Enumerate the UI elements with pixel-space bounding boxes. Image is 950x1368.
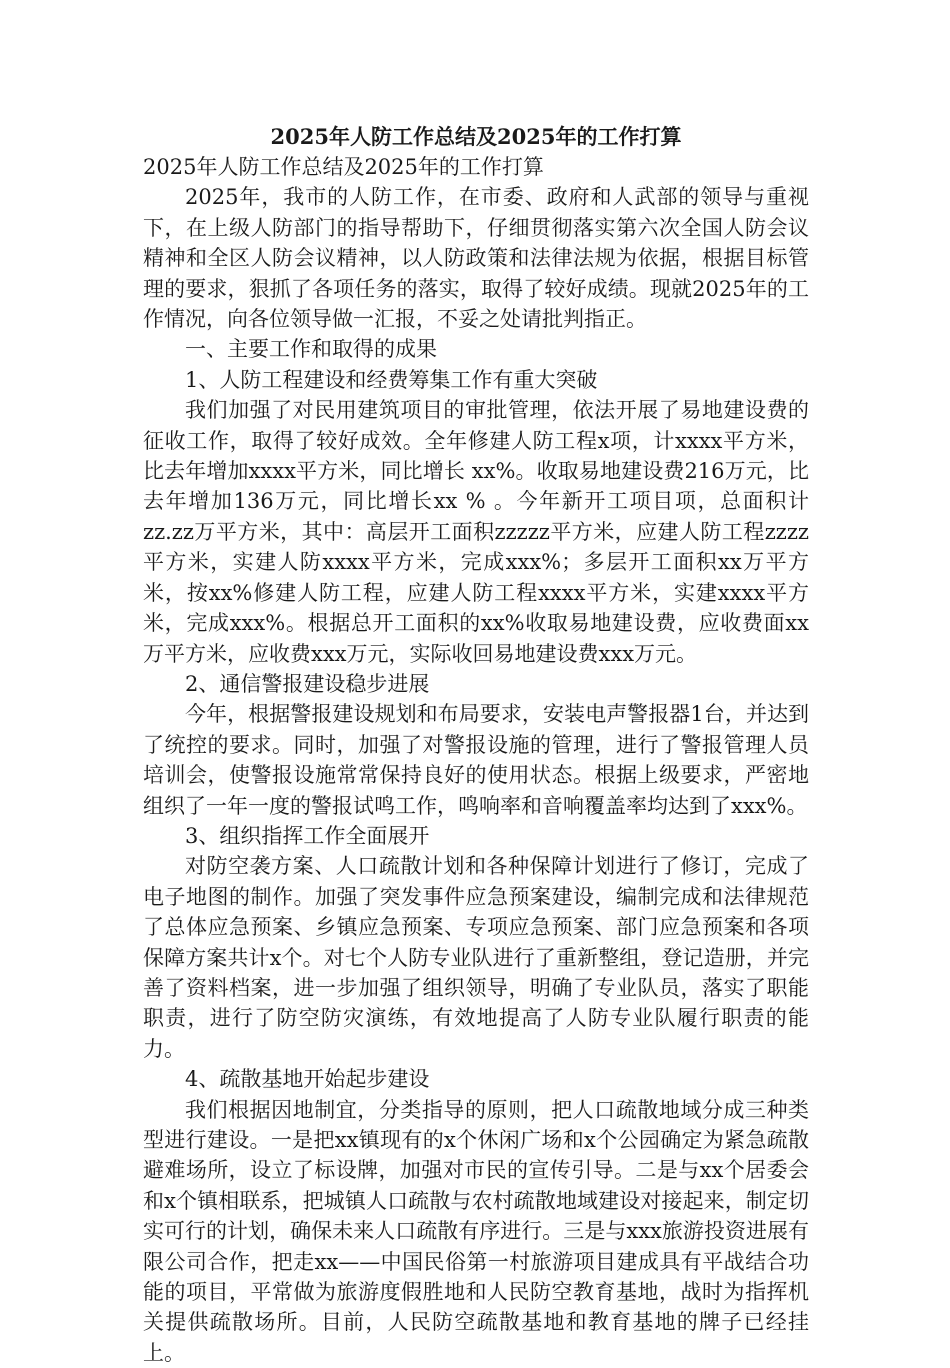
intro-paragraph: 2025年，我市的人防工作，在市委、政府和人武部的领导与重视下，在上级人防部门的指导帮助下，仔细贯彻落实第六次全国人防会议精神和全区人防会议精神，以人防政策和法律法规为依据，根据目标管理的要求，狠抓了各项任务的落实，取得了较好成绩。现就2025年的工作情况，向各位领导做一汇报，不妥之处请批判指正。 xyxy=(143,185,809,332)
paragraph-command: 对防空袭方案、人口疏散计划和各种保障计划进行了修订，完成了电子地图的制作。加强了突发事件应急预案建设，编制完成和法律规范了总体应急预案、乡镇应急预案、专项应急预案、部门应急预案和各项保障方案共计x个。对七个人防专业队进行了重新整组，登记造册，并完善了资料档案，进一步加强了组织领导，明确了专业队员，落实了职能职责，进行了防空防灾演练，有效地提高了人防专业队履行职责的能力。 xyxy=(143,854,809,1061)
document-page xyxy=(143,122,809,1368)
document-subtitle: 2025年人防工作总结及2025年的工作打算 xyxy=(143,155,544,179)
subheading-command-work: 3、组织指挥工作全面展开 xyxy=(185,823,430,848)
subheading-evacuation-base: 4、疏散基地开始起步建设 xyxy=(185,1067,430,1092)
document-title: 2025年人防工作总结及2025年的工作打算 xyxy=(270,124,682,149)
section-heading-main-work: 一、主要工作和取得的成果 xyxy=(185,337,437,362)
paragraph-engineering: 我们加强了对民用建筑项目的审批管理，依法开展了易地建设费的征收工作，取得了较好成效。全年修建人防工程x项，计xxxx平方米，比去年增加xxxx平方米，同比增长 xx%。收取易地建设费216万元，比去年增加136万元，同比增长xx % 。今年新开工项目项，总面积计zz.zz万平方米，其中：高层开工面积zzzzz平方米，应建人防工程zzzz平方米，实建人防xxxx平方米，完成xxx%；多层开工面积xx万平方米，按xx%修建人防工程，应建人防工程xxxx平方米，实建xxxx平方米，完成xxx%。根据总开工面积的xx%收取易地建设费，应收费面xx万平方米，应收费xxx万元，实际收回易地建设费xxx万元。 xyxy=(143,398,809,666)
paragraph-evacuation: 我们根据因地制宜，分类指导的原则，把人口疏散地域分成三种类型进行建设。一是把xx镇现有的x个休闲广场和x个公园确定为紧急疏散避难场所，设立了标设牌，加强对市民的宣传引导。二是与xx个居委会和x个镇相联系，把城镇人口疏散与农村疏散地域建设对接起来，制定切实可行的计划，确保未来人口疏散有序进行。三是与xxx旅游投资进展有限公司合作，把走xx——中国民俗第一村旅游项目建成具有平战结合功能的项目，平常做为旅游度假胜地和人民防空教育基地，战时为指挥机关提供疏散场所。目前，人民防空疏散基地和教育基地的牌子已经挂上。 xyxy=(143,1097,809,1365)
subheading-alarm-construction: 2、通信警报建设稳步进展 xyxy=(185,671,430,696)
paragraph-alarm: 今年，根据警报建设规划和布局要求，安装电声警报器1台，并达到了统控的要求。同时，加强了对警报设施的管理，进行了警报管理人员培训会，使警报设施常常保持良好的使用状态。根据上级要求，严密地组织了一年一度的警报试鸣工作，鸣响率和音响覆盖率均达到了xxx%。 xyxy=(143,702,809,818)
subheading-civil-defense-engineering: 1、人防工程建设和经费筹集工作有重大突破 xyxy=(185,367,598,392)
